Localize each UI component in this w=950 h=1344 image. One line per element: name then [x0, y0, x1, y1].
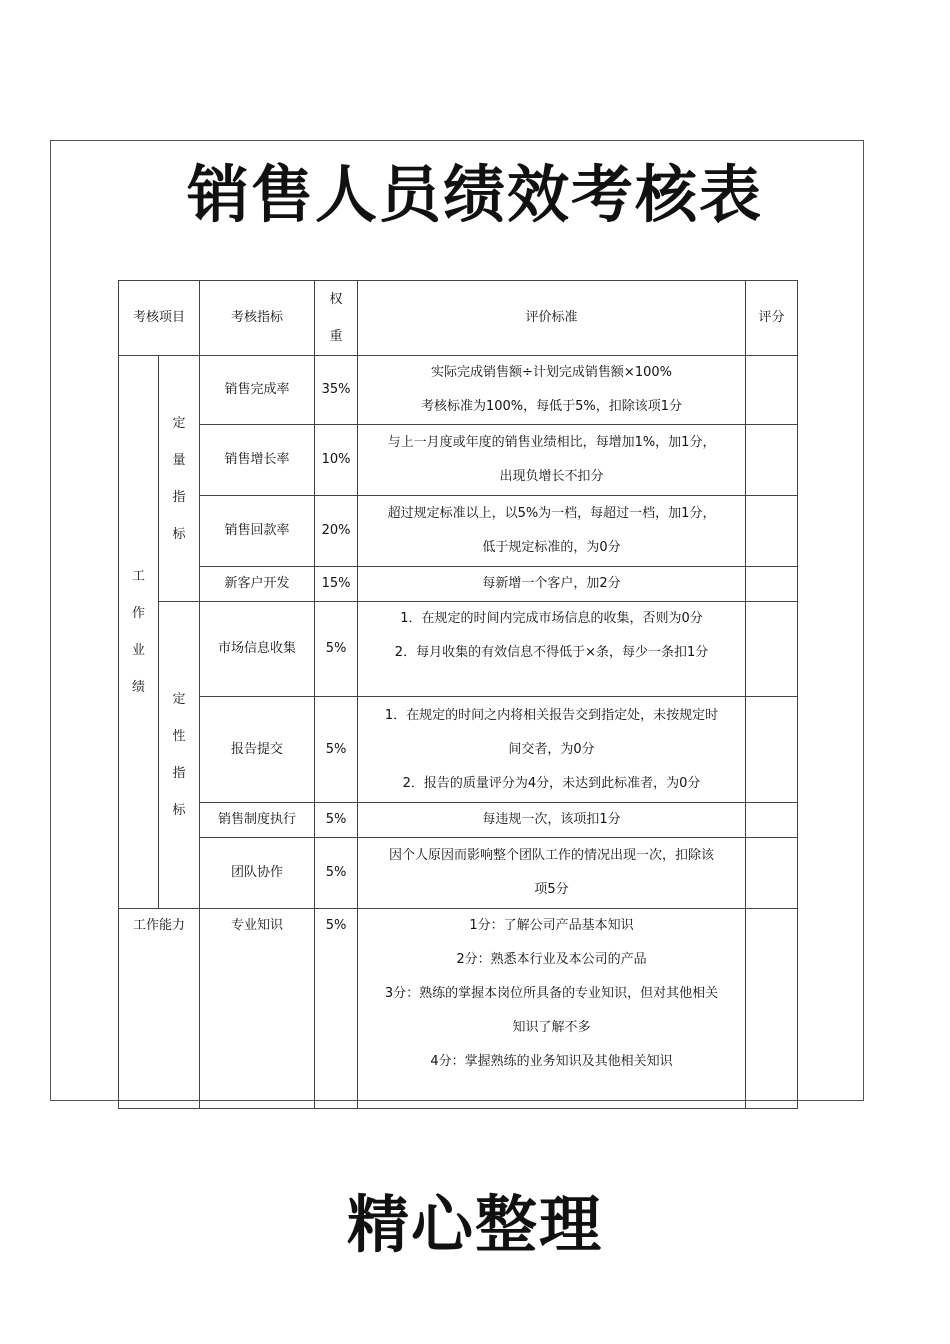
indicator-cell: 报告提交: [200, 697, 315, 803]
score-cell[interactable]: [746, 567, 798, 602]
table-row: [119, 909, 798, 1109]
weight-cell: 5%: [315, 838, 358, 909]
header-criteria: 评价标准: [358, 281, 746, 356]
criteria-cell: 每新增一个客户，加2分: [358, 567, 746, 602]
header-item: 考核项目: [119, 281, 200, 356]
table-row: [119, 567, 798, 602]
footer-text: 精心整理: [346, 1188, 603, 1261]
weight-cell: 5%: [315, 602, 358, 697]
group-work-ability: 工作能力: [119, 909, 200, 1109]
table-row: [119, 697, 798, 803]
header-score: 评分: [746, 281, 798, 356]
group-work-performance: 工 作 业 绩: [119, 356, 159, 909]
header-row: [119, 281, 798, 356]
page-title: 销售人员绩效考核表: [186, 158, 763, 231]
criteria-cell: 每违规一次，该项扣1分: [358, 803, 746, 838]
table-row: [119, 496, 798, 567]
score-cell[interactable]: [746, 803, 798, 838]
score-cell[interactable]: [746, 356, 798, 425]
criteria-cell: 实际完成销售额÷计划完成销售额×100% 考核标准为100%，每低于5%，扣除该项1分: [358, 356, 746, 425]
score-cell[interactable]: [746, 909, 798, 1109]
indicator-cell: 新客户开发: [200, 567, 315, 602]
weight-cell: 5%: [315, 909, 358, 1109]
score-cell[interactable]: [746, 602, 798, 697]
header-indicator: 考核指标: [200, 281, 315, 356]
weight-cell: 15%: [315, 567, 358, 602]
score-cell[interactable]: [746, 496, 798, 567]
table-row: [119, 838, 798, 909]
assessment-table: [118, 280, 798, 1109]
weight-cell: 5%: [315, 803, 358, 838]
score-cell[interactable]: [746, 425, 798, 496]
criteria-cell: 因个人原因而影响整个团队工作的情况出现一次，扣除该 项5分: [358, 838, 746, 909]
weight-cell: 5%: [315, 697, 358, 803]
score-cell[interactable]: [746, 838, 798, 909]
indicator-cell: 专业知识: [200, 909, 315, 1109]
indicator-cell: 销售增长率: [200, 425, 315, 496]
group-qualitative: 定 性 指 标: [159, 602, 200, 909]
table-row: [119, 425, 798, 496]
indicator-cell: 团队协作: [200, 838, 315, 909]
indicator-cell: 销售制度执行: [200, 803, 315, 838]
group-quantitative: 定 量 指 标: [159, 356, 200, 602]
criteria-cell: 1分：了解公司产品基本知识 2分：熟悉本行业及本公司的产品 3分：熟练的掌握本岗位所具备的专业知识，但对其他相关 知识了解不多 4分：掌握熟练的业务知识及其他相关知识: [358, 909, 746, 1109]
criteria-cell: 1．在规定的时间内完成市场信息的收集，否则为0分 2．每月收集的有效信息不得低于×条，每少一条扣1分: [358, 602, 746, 697]
weight-cell: 35%: [315, 356, 358, 425]
indicator-cell: 销售回款率: [200, 496, 315, 567]
weight-cell: 20%: [315, 496, 358, 567]
table-row: [119, 803, 798, 838]
score-cell[interactable]: [746, 697, 798, 803]
table-row: [119, 356, 798, 425]
table-row: [119, 602, 798, 697]
indicator-cell: 销售完成率: [200, 356, 315, 425]
indicator-cell: 市场信息收集: [200, 602, 315, 697]
criteria-cell: 1．在规定的时间之内将相关报告交到指定处，未按规定时 间交者，为0分 2．报告的质量评分为4分，未达到此标准者，为0分: [358, 697, 746, 803]
criteria-cell: 与上一月度或年度的销售业绩相比，每增加1%，加1分， 出现负增长不扣分: [358, 425, 746, 496]
weight-cell: 10%: [315, 425, 358, 496]
header-weight: 权 重: [315, 281, 358, 356]
criteria-cell: 超过规定标准以上，以5%为一档，每超过一档，加1分， 低于规定标准的，为0分: [358, 496, 746, 567]
